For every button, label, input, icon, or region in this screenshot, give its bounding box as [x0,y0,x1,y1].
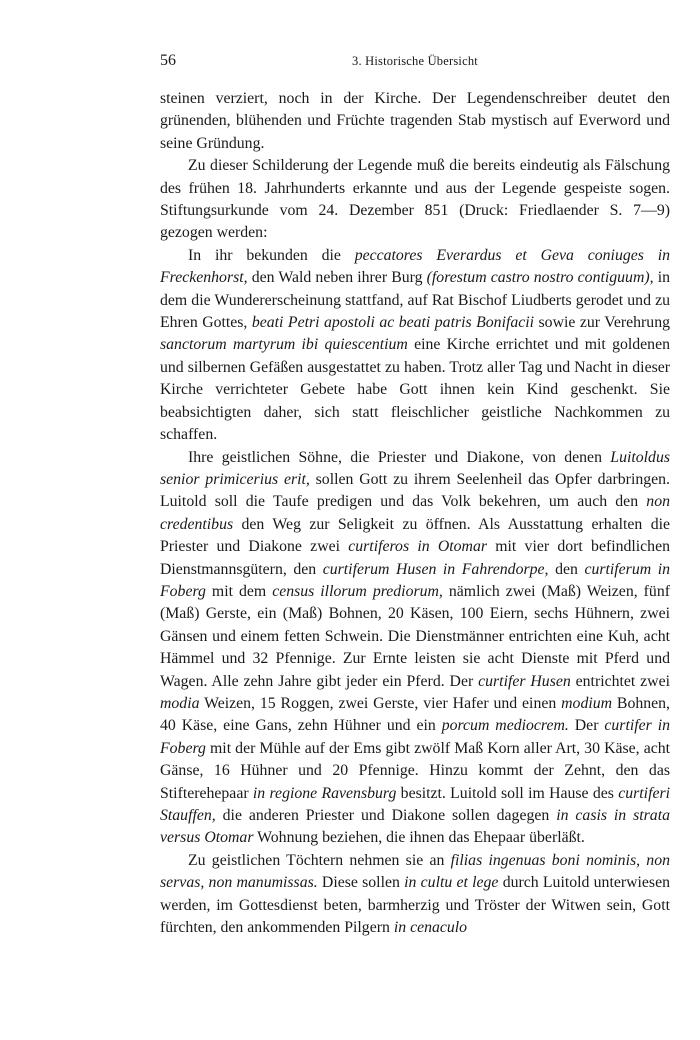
paragraph [160,155,670,245]
latin-quote: curtiferos in Otomar [348,538,488,556]
latin-quote: in cultu et lege [404,874,499,892]
latin-quote: Luitoldus senior primicerius erit, [160,448,670,488]
latin-quote: modia [160,694,200,712]
body-text [160,88,670,939]
text-run: durch Luitold unterwiesen werden, im Gottesdienst beten, barmherzig und Tröster der Witwen sein, Gott fürchten, den ankommenden Pilgern [160,874,670,937]
latin-quote: filias ingenuas boni nominis, non servas, non manumissas. [160,851,670,892]
latin-quote: curtiferi Stauffen, [160,784,671,824]
latin-quote: curtiferum in Foberg [160,560,670,600]
page-header [160,52,670,74]
text-run: mit dem [205,582,273,600]
text-run: Weizen, 15 Roggen, zwei Gerste, vier Hafer und einen [199,694,562,712]
paragraph [160,88,670,155]
text-run: Bohnen, 40 Käse, eine Gans, zehn Hühner und ein [160,694,671,735]
text-run: sollen Gott zu ihrem Seelenheil das Opfer darbringen. Luitold soll die Taufe predigen und das Volk bekehren, um auch den [160,470,670,511]
latin-quote: peccatores Everardus et Geva coniuges in Freckenhorst, [160,246,670,287]
text-run: besitzt. Luitold soll im Hause des [396,784,619,802]
latin-quote: in regione Ravensburg [252,784,397,802]
text-run: sowie zur Verehrung [534,314,670,332]
text-run: mit der Mühle auf der Ems gibt zwölf Maß Korn aller Art, 30 Käse, acht Gänse, 16 Hühner und 20 Pfennige. Hinzu kommt der Zehnt, den das Stifterehepaar [160,739,670,802]
paragraph [160,447,670,850]
text-run: in dem die Wundererscheinung stattfand, auf Rat Bischof Liudberts gerodet und zu Ehren Gottes, [160,269,670,332]
latin-quote: modium [561,694,613,712]
latin-quote: sanctorum martyrum ibi quiescentium [160,336,408,354]
latin-quote: curtifer in Foberg [160,717,670,757]
text-run: Wohnung beziehen, die ihnen das Ehepaar überläßt. [253,829,585,847]
text-run: In ihr bekunden die [188,246,355,264]
latin-quote: curtiferum Husen in Fahrendorpe, [322,560,549,578]
paragraph [160,850,670,940]
text-run: steinen verziert, noch in der Kirche. Der Legendenschreiber deutet den grünenden, blühenden und Früchte tragenden Stab mystisch auf Everword und seine Gründung. [160,90,670,152]
text-run: entrichtet zwei [570,672,670,690]
paragraph [160,245,670,447]
text-run: mit vier dort befindlichen Dienstmannsgütern, den [160,538,670,578]
text-run: Der [568,717,605,735]
text-run: Zu dieser Schilderung der Legende muß die bereits eindeutig als Fälschung des frühen 18. Jahrhunderts erkannte und aus der Legende gespeiste sogen. Stiftungsurkunde vom 24. Dezember 851 (Druck: Friedlaender S. 7—9) gezogen werden: [160,157,670,242]
text-run: den Wald neben ihrer Burg [247,269,427,287]
page-number: 56 [160,52,176,69]
text-run: Ihre geistlichen Söhne, die Priester und Diakone, von denen [188,448,611,466]
running-title: 3. Historische Übersicht [352,54,478,68]
latin-quote: beati Petri apostoli ac beati patris Bonifacii [251,314,535,332]
text-run: den [548,560,585,578]
latin-quote: curtifer Husen [478,672,571,690]
text-run: Zu geistlichen Töchtern nehmen sie an [188,851,451,869]
latin-quote: non credentibus [160,493,670,533]
text-run: Diese sollen [317,874,405,892]
latin-quote: in casis in strata versus Otomar [160,807,670,847]
latin-quote: in cenaculo [393,919,468,937]
text-run: die anderen Priester und Diakone sollen dagegen [215,807,557,824]
text-run: eine Kirche errichtet und mit goldenen und silbernen Gefäßen ausgestattet zu haben. Trotz aller Tag und Nacht in dieser Kirche verrichteter Gebete habe Gott ihnen kein Kind geschenkt. Sie beabsichtigten daher, sich statt fleischlicher geistliche Nachkommen zu schaffen. [160,336,670,444]
text-run: den Weg zur Seligkeit zu öffnen. Als Ausstattung erhalten die Priester und Diakone zwei [160,515,670,556]
latin-quote: (forestum castro nostro contiguum), [426,269,654,287]
latin-quote: porcum mediocrem. [441,717,569,735]
text-run: nämlich zwei (Maß) Weizen, fünf (Maß) Gerste, ein (Maß) Bohnen, 20 Käsen, 100 Eiern, sechs Hühnern, zwei Gänsen und einem fetten Schwein. Die Dienstmänner entrichten eine Kuh, acht Hämmel und 32 Pfennige. Zur Ernte leisten sie acht Dienste mit Pferd und Wagen. Alle zehn Jahre gibt jeder ein Pferd. Der [160,582,670,690]
latin-quote: census illorum prediorum, [272,582,443,600]
